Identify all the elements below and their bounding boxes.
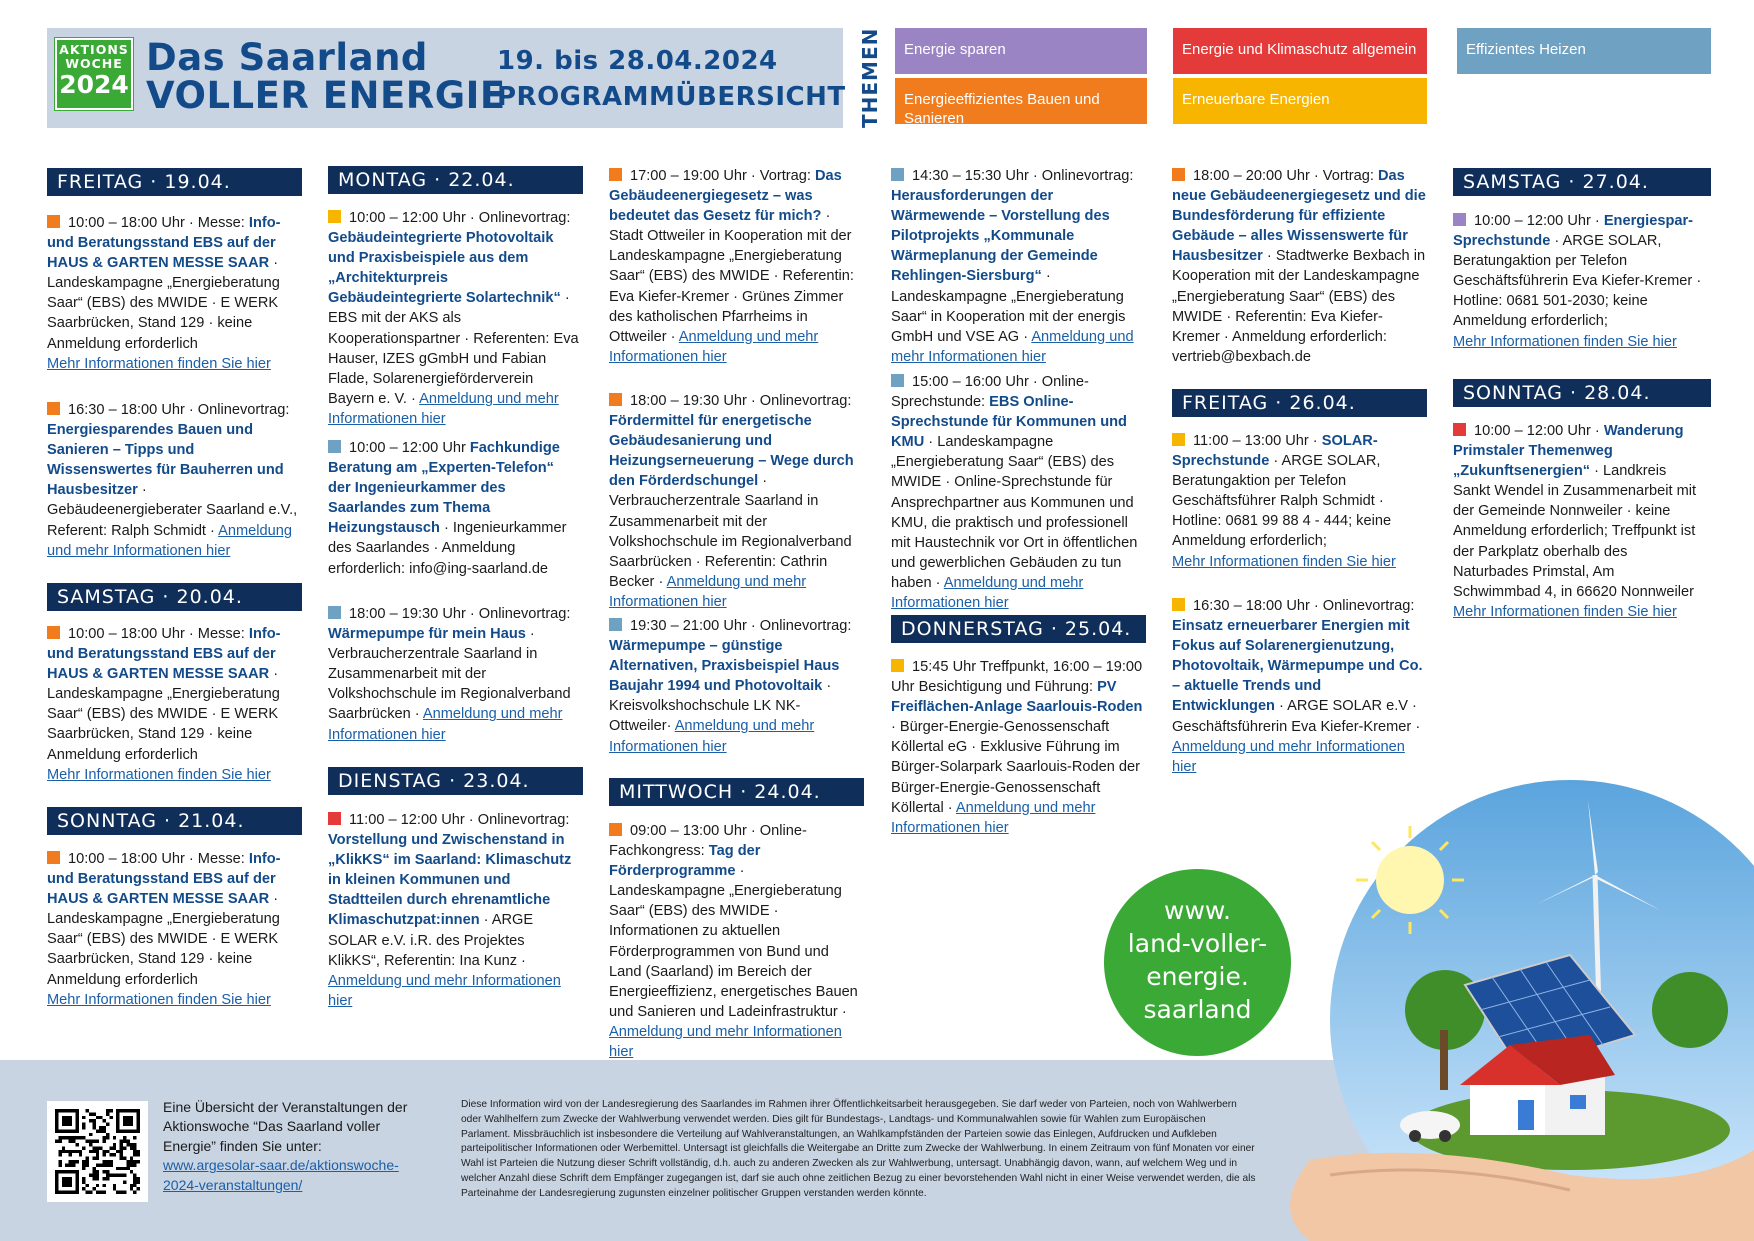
event-link[interactable]: Anmeldung und mehr Informationen hier (328, 706, 563, 743)
event-item: 18:00 – 20:00 Uhr · Vortrag: Das neue Gebäudeenergiegesetz und die Bundesförderung für effiziente Gebäude – alles Wissenswerte für Hausbesitzer · Stadtwerke Bexbach in Kooperation mit der Landeskampagne „Energieberatung Saar“ (EBS) des MWIDE · Referentin: Eva Kiefer-Kremer · Anmeldung erforderlich: vertrieb@bexbach.de (1172, 168, 1426, 365)
theme-marker (891, 168, 904, 181)
qr-code-graphic (55, 1109, 140, 1194)
theme-marker (609, 393, 622, 406)
day-header-so21: SONNTAG · 21.04. (47, 807, 302, 835)
event-link[interactable]: Anmeldung und mehr Informationen hier (328, 390, 559, 427)
event-link[interactable]: Mehr Informationen finden Sie hier (1172, 553, 1396, 570)
event-item: 10:00 – 18:00 Uhr · Messe: Info- und Beratungsstand EBS auf der HAUS & GARTEN MESSE SAAR · Landeskampagne „Energieberatung Saar“ (EBS) des MWIDE · E WERK Saarbrücken, Stand 129 · keine Anmeldung erforderlich Mehr Informationen finden Sie hier (47, 851, 281, 1008)
theme-marker (47, 626, 60, 639)
website-badge[interactable]: www. land-voller- energie. saarland (1104, 869, 1291, 1056)
event-item: 18:00 – 19:30 Uhr · Onlinevortrag: Wärmepumpe für mein Haus · Verbraucherzentrale Saarland in Zusammenarbeit mit der Volkshochschule im Regionalverband Saarbrücken · Anmeldung und mehr Informationen hier (328, 606, 571, 743)
program-overview-label: PROGRAMMÜBERSICHT (497, 82, 846, 112)
event-item: 10:00 – 12:00 Uhr Fachkundige Beratung am „Experten-Telefon“ der Ingenieurkammer des Saarlandes zum Thema Heizungstausch · Ingenieurkammer des Saarlandes · Anmeldung erforderlich: info@ing-saarland.de (328, 440, 567, 577)
event-link[interactable]: Mehr Informationen finden Sie hier (1453, 603, 1677, 620)
event-item: 11:00 – 12:00 Uhr · Onlinevortrag: Vorstellung und Zwischenstand in „KlikKS“ im Saarland: Klimaschutz in kleinen Kommunen und Stadtteilen durch ehrenamtliche Klimaschutzpat:innen · ARGE SOLAR e.V. i.R. des Projektes KlikKS“, Referentin: Ina Kunz · Anmeldung und mehr Informationen hier (328, 812, 572, 1009)
day-header-so28: SONNTAG · 28.04. (1453, 379, 1711, 407)
event-item: 10:00 – 12:00 Uhr · Onlinevortrag: Gebäudeintegrierte Photovoltaik und Praxisbeispiele aus dem „Architekturpreis Gebäudeintegrierte Solartechnik“ · EBS mit der AKS als Kooperationspartner · Referenten: Eva Hauser, IZES gGmbH und Fabian Flade, Solarenergieförderverein Bayern e. V. · Anmeldung und mehr Informationen hier (328, 210, 579, 427)
event-link[interactable]: Anmeldung und mehr Informationen hier (1172, 738, 1405, 775)
theme-marker (609, 618, 622, 631)
event-item: 10:00 – 12:00 Uhr · Energiespar-Sprechstunde · ARGE SOLAR, Beratungaktion per Telefon Geschäftsführerin Eva Kiefer-Kremer · Hotline: 0681 501-2030; keine Anmeldung erforderlich; Mehr Informationen finden Sie hier (1453, 213, 1702, 350)
event-link[interactable]: Anmeldung und mehr Informationen hier (609, 718, 815, 755)
theme-marker (1172, 433, 1185, 446)
event-item: 10:00 – 18:00 Uhr · Messe: Info- und Beratungsstand EBS auf der HAUS & GARTEN MESSE SAAR · Landeskampagne „Energieberatung Saar“ (EBS) des MWIDE · E WERK Saarbrücken, Stand 129 · keine Anmeldung erforderlich Mehr Informationen finden Sie hier (47, 626, 281, 783)
day-header-sa27: SAMSTAG · 27.04. (1453, 168, 1711, 196)
event-item: 11:00 – 13:00 Uhr · SOLAR-Sprechstunde · ARGE SOLAR, Beratungaktion per Telefon Geschäftsführer Ralph Schmidt · Hotline: 0681 99 88 4 - 444; keine Anmeldung erforderlich; Mehr Informationen finden Sie hier (1172, 433, 1396, 570)
theme-marker (328, 440, 341, 453)
event-item: 09:00 – 13:00 Uhr · Online-Fachkongress: Tag der Förderprogramme · Landeskampagne „Energieberatung Saar“ (EBS) des MWIDE · Informationen zu aktuellen Förderprogrammen von Bund und Land (Saarland) im Bereich der Energieeffizienz, energetisches Bauen und Sanieren und Ladeinfrastruktur · Anmeldung und mehr Informationen hier (609, 823, 858, 1061)
theme-marker (1172, 168, 1185, 181)
event-link[interactable]: Anmeldung und mehr Informationen hier (328, 972, 561, 1009)
day-header-do25: DONNERSTAG · 25.04. (891, 615, 1146, 643)
footer-intro: Eine Übersicht der Veranstaltungen der Aktionswoche “Das Saarland voller Energie” finden Sie unter: www.argesolar-saar.de/aktionswoche-2024-veranstaltungen/ (163, 1099, 408, 1193)
theme-marker (1453, 213, 1466, 226)
qr-code[interactable] (47, 1101, 148, 1202)
legal-notice: Diese Information wird von der Landesregierung des Saarlandes im Rahmen ihrer Öffentlichkeitsarbeit herausgegeben. Sie darf weder von Parteien, noch von Wahlwerbern oder Wahlhelfern zum Zwecke der Wahlwerbung verwendet werden. Dies gilt für Bundestags-, Landtags- und Kommunalwahlen sowie für Wahlen zum Europäischen Parlament. Missbräuchlich ist insbesondere die Verteilung auf Wahlveranstaltungen, an Wahlkampfständen der Parteien sowie das Einlegen, Aufdrucken und Aufkleben parteipolitischer Informationen oder Werbemittel. Untersagt ist gleichfalls die Weitergabe an Dritte zum Zwecke der Wahlwerbung. In einem Zeitraum von fünf Monaten vor einer Wahl ist Parteien die Nutzung dieser Schrift vollständig, d.h. auch zu anderen Zwecken als zur Wahlwerbung, untersagt. Unabhängig davon, wann, auf welchem Weg und in welcher Anzahl diese Schrift dem Empfänger zugegangen ist, darf sie auch ohne zeitlichen Bezug zu einer bevorstehenden Wahl nicht in einer Weise verwendet werden, die als Parteinahme der Landesregierung zugunsten einzelner politischer Gruppen verstanden werden könnte. (461, 1099, 1256, 1199)
event-link[interactable]: Anmeldung und mehr Informationen hier (891, 799, 1096, 836)
theme-erneuerbare: Erneuerbare Energien (1173, 78, 1427, 124)
event-link[interactable]: Mehr Informationen finden Sie hier (47, 991, 271, 1008)
theme-marker (1172, 598, 1185, 611)
day-header-di23: DIENSTAG · 23.04. (328, 767, 583, 795)
event-item: 10:00 – 18:00 Uhr · Messe: Info- und Beratungsstand EBS auf der HAUS & GARTEN MESSE SAAR · Landeskampagne „Energieberatung Saar“ (EBS) des MWIDE · E WERK Saarbrücken, Stand 129 · keine Anmeldung erforderlich Mehr Informationen finden Sie hier (47, 215, 281, 372)
event-link[interactable]: Anmeldung und mehr Informationen hier (891, 328, 1134, 365)
page-title-line1: Das Saarland (146, 36, 428, 79)
theme-marker (891, 659, 904, 672)
theme-marker (47, 215, 60, 228)
day-header-sa20: SAMSTAG · 20.04. (47, 583, 302, 611)
theme-energie-sparen: Energie sparen (895, 28, 1147, 74)
theme-marker (328, 606, 341, 619)
event-item: 18:00 – 19:30 Uhr · Onlinevortrag: Fördermittel für energetische Gebäudesanierung und Heizungserneuerung – Wege durch den Förderdschungel · Verbraucherzentrale Saarland in Zusammenarbeit mit der Volkshochschule im Regionalverband Saarbrücken · Referentin: Cathrin Becker · Anmeldung und mehr Informationen hier (609, 393, 854, 610)
event-item: 17:00 – 19:00 Uhr · Vortrag: Das Gebäudeenergiegesetz – was bedeutet das Gesetz für mich? · Stadt Ottweiler in Kooperation mit der Landeskampagne „Energieberatung Saar“ (EBS) des MWIDE · Referentin: Eva Kiefer-Kremer · Grünes Zimmer des katholischen Pfarrheims in Ottweiler · Anmeldung und mehr Informationen hier (609, 168, 854, 365)
event-item: 19:30 – 21:00 Uhr · Onlinevortrag: Wärmepumpe – günstige Alternativen, Praxisbeispiel Haus Baujahr 1994 und Photovoltaik · Kreisvolkshochschule LK NK-Ottweiler· Anmeldung und mehr Informationen hier (609, 618, 852, 755)
day-header-mi24: MITTWOCH · 24.04. (609, 778, 864, 806)
day-header-fr19: FREITAG · 19.04. (47, 168, 302, 196)
event-link[interactable]: Anmeldung und mehr Informationen hier (609, 328, 819, 365)
theme-marker (891, 374, 904, 387)
event-item: 15:45 Uhr Treffpunkt, 16:00 – 19:00 Uhr Besichtigung und Führung: PV Freiflächen-Anlage Saarlouis-Roden · Bürger-Energie-Genossenschaft Köllertal eG · Exklusive Führung im Bürger-Solarpark Saarlouis-Roden der Bürger-Energie-Genossenschaft Köllertal · Anmeldung und mehr Informationen hier (891, 659, 1143, 836)
page-title-line2: VOLLER ENERGIE (146, 74, 506, 117)
event-item: 16:30 – 18:00 Uhr · Onlinevortrag: Einsatz erneuerbarer Energien mit Fokus auf Solarenergienutzung, Photovoltaik, Wärmepumpe und Co. – aktuelle Trends und Entwicklungen · ARGE SOLAR e.V · Geschäftsführerin Eva Kiefer-Kremer · Anmeldung und mehr Informationen hier (1172, 598, 1423, 775)
day-header-fr26: FREITAG · 26.04. (1172, 389, 1427, 417)
renewable-energy-illustration (1270, 780, 1754, 1241)
event-link[interactable]: Anmeldung und mehr Informationen hier (47, 522, 292, 559)
aktionswoche-logo: AKTIONS WOCHE 2024 (55, 38, 133, 110)
event-link[interactable]: Mehr Informationen finden Sie hier (1453, 333, 1677, 350)
day-header-mo22: MONTAG · 22.04. (328, 166, 583, 194)
event-link[interactable]: Anmeldung und mehr Informationen hier (891, 574, 1084, 612)
event-item: 16:30 – 18:00 Uhr · Onlinevortrag: Energiesparendes Bauen und Sanieren – Tipps und Wissenswertes für Bauherren und Hausbesitzer · Gebäudeenergieberater Saarland e.V., Referent: Ralph Schmidt · Anmeldung und mehr Informationen hier (47, 402, 298, 559)
footer-url-link[interactable]: www.argesolar-saar.de/aktionswoche-2024-veranstaltungen/ (163, 1157, 399, 1193)
theme-marker (47, 402, 60, 415)
theme-marker (328, 812, 341, 825)
theme-marker (609, 168, 622, 181)
header-panel (47, 28, 846, 128)
event-item: 10:00 – 12:00 Uhr · Wanderung Primstaler Themenweg „Zukunftsenergien“ · Landkreis Sankt Wendel in Zusammenarbeit mit der Gemeinde Nonnweiler · keine Anmeldung erforderlich; Treffpunkt ist der Parkplatz oberhalb des Naturbades Primstal, Am Schwimmbad 4, in 66620 Nonnweiler Mehr Informationen finden Sie hier (1453, 423, 1697, 620)
themes-label: THEMEN (858, 27, 882, 128)
event-link[interactable]: Mehr Informationen finden Sie hier (47, 766, 271, 783)
theme-marker (328, 210, 341, 223)
event-link[interactable]: Anmeldung und mehr Informationen hier (609, 573, 807, 610)
event-link[interactable]: Anmeldung und mehr Informationen hier (609, 1023, 842, 1061)
theme-bauen-sanieren: Energieeffizientes Bauen und Sanieren (895, 78, 1147, 124)
date-range: 19. bis 28.04.2024 (497, 46, 778, 76)
event-link[interactable]: Mehr Informationen finden Sie hier (47, 355, 271, 372)
event-item: 15:00 – 16:00 Uhr · Online-Sprechstunde: EBS Online-Sprechstunde für Kommunen und KMU · Landeskampagne „Energieberatung Saar“ (EBS) des MWIDE · Online-Sprechstunde für Ansprechpartner aus Kommunen und KMU, die praktisch und professionell mit Haustechnik vor Ort in öffentlichen und gewerblichen Gebäuden zu tun haben · Anmeldung und mehr Informationen hier (891, 374, 1138, 612)
theme-klimaschutz: Energie und Klimaschutz allgemein (1173, 28, 1427, 74)
theme-marker (47, 851, 60, 864)
theme-marker (609, 823, 622, 836)
theme-heizen: Effizientes Heizen (1457, 28, 1711, 74)
event-item: 14:30 – 15:30 Uhr · Onlinevortrag: Herausforderungen der Wärmewende – Vorstellung des Pilotprojekts „Kommunale Wärmeplanung der Gemeinde Rehlingen-Siersburg“ · Landeskampagne „Energieberatung Saar“ in Kooperation mit der energis GmbH und VSE AG · Anmeldung und mehr Informationen hier (891, 168, 1134, 365)
theme-marker (1453, 423, 1466, 436)
